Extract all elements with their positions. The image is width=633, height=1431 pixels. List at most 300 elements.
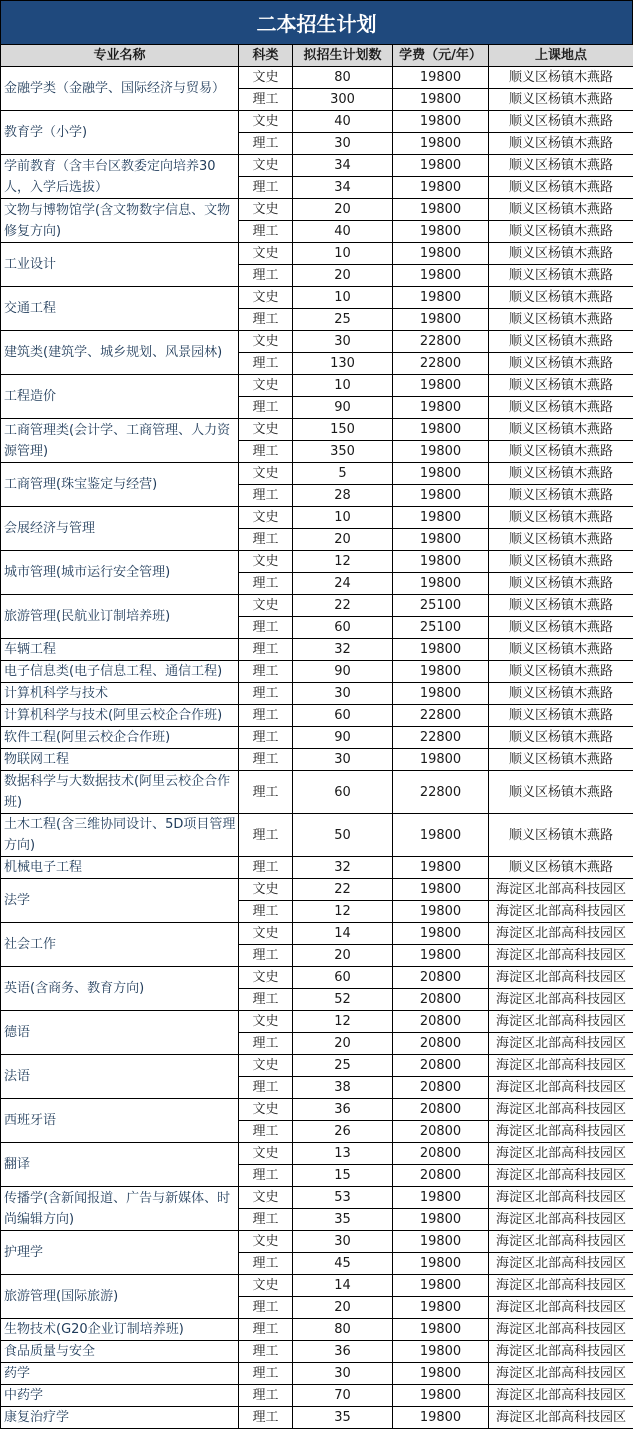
location-cell: 顺义区杨镇木燕路 xyxy=(489,397,633,419)
location-cell: 海淀区北部高科技园区 xyxy=(489,1187,633,1209)
planned-count-cell: 60 xyxy=(293,771,393,814)
table-row xyxy=(1,331,633,353)
category-cell: 文史 xyxy=(239,287,293,309)
location-cell: 顺义区杨镇木燕路 xyxy=(489,814,633,857)
table-row xyxy=(1,879,633,901)
location-cell: 海淀区北部高科技园区 xyxy=(489,1385,633,1407)
planned-count-cell: 32 xyxy=(293,857,393,879)
category-cell: 文史 xyxy=(239,243,293,265)
planned-count-cell: 80 xyxy=(293,67,393,89)
planned-count-cell: 20 xyxy=(293,529,393,551)
location-cell: 顺义区杨镇木燕路 xyxy=(489,507,633,529)
major-name: 城市管理(城市运行安全管理) xyxy=(1,551,239,595)
table-row xyxy=(1,507,633,529)
planned-count-cell: 30 xyxy=(293,133,393,155)
major-name: 数据科学与大数据技术(阿里云校企合作班) xyxy=(1,771,239,814)
category-cell: 理工 xyxy=(239,1407,293,1429)
table-row xyxy=(1,1011,633,1033)
planned-count-cell: 12 xyxy=(293,1011,393,1033)
category-cell: 文史 xyxy=(239,595,293,617)
location-cell: 顺义区杨镇木燕路 xyxy=(489,551,633,573)
location-cell: 海淀区北部高科技园区 xyxy=(489,1297,633,1319)
planned-count-cell: 10 xyxy=(293,507,393,529)
major-name: 工程造价 xyxy=(1,375,239,419)
table-row xyxy=(1,1231,633,1253)
tuition-cell: 19800 xyxy=(393,177,489,199)
major-name: 机械电子工程 xyxy=(1,857,239,879)
planned-count-cell: 30 xyxy=(293,683,393,705)
location-cell: 海淀区北部高科技园区 xyxy=(489,1231,633,1253)
location-cell: 顺义区杨镇木燕路 xyxy=(489,221,633,243)
header-major: 专业名称 xyxy=(1,45,239,67)
location-cell: 海淀区北部高科技园区 xyxy=(489,1077,633,1099)
header-category: 科类 xyxy=(239,45,293,67)
major-name: 工商管理(珠宝鉴定与经营) xyxy=(1,463,239,507)
tuition-cell: 19800 xyxy=(393,551,489,573)
table-row xyxy=(1,1275,633,1297)
major-name: 护理学 xyxy=(1,1231,239,1275)
planned-count-cell: 30 xyxy=(293,749,393,771)
planned-count-cell: 14 xyxy=(293,923,393,945)
planned-count-cell: 60 xyxy=(293,705,393,727)
category-cell: 理工 xyxy=(239,727,293,749)
planned-count-cell: 150 xyxy=(293,419,393,441)
tuition-cell: 19800 xyxy=(393,749,489,771)
location-cell: 顺义区杨镇木燕路 xyxy=(489,331,633,353)
category-cell: 理工 xyxy=(239,133,293,155)
category-cell: 理工 xyxy=(239,397,293,419)
planned-count-cell: 52 xyxy=(293,989,393,1011)
planned-count-cell: 25 xyxy=(293,309,393,331)
category-cell: 文史 xyxy=(239,967,293,989)
location-cell: 顺义区杨镇木燕路 xyxy=(489,287,633,309)
table-row xyxy=(1,814,633,857)
major-name: 计算机科学与技术 xyxy=(1,683,239,705)
tuition-cell: 19800 xyxy=(393,1209,489,1231)
category-cell: 理工 xyxy=(239,353,293,375)
location-cell: 顺义区杨镇木燕路 xyxy=(489,243,633,265)
planned-count-cell: 10 xyxy=(293,287,393,309)
tuition-cell: 20800 xyxy=(393,1077,489,1099)
table-row xyxy=(1,639,633,661)
major-name: 德语 xyxy=(1,1011,239,1055)
major-name: 旅游管理(民航业订制培养班) xyxy=(1,595,239,639)
category-cell: 文史 xyxy=(239,923,293,945)
tuition-cell: 19800 xyxy=(393,1297,489,1319)
major-name: 生物技术(G20企业订制培养班) xyxy=(1,1319,239,1341)
major-name: 建筑类(建筑学、城乡规划、风景园林) xyxy=(1,331,239,375)
category-cell: 理工 xyxy=(239,1077,293,1099)
table-row xyxy=(1,67,633,89)
location-cell: 顺义区杨镇木燕路 xyxy=(489,89,633,111)
category-cell: 理工 xyxy=(239,177,293,199)
planned-count-cell: 5 xyxy=(293,463,393,485)
category-cell: 理工 xyxy=(239,265,293,287)
planned-count-cell: 20 xyxy=(293,199,393,221)
location-cell: 顺义区杨镇木燕路 xyxy=(489,705,633,727)
tuition-cell: 19800 xyxy=(393,111,489,133)
table-header-row xyxy=(1,45,633,67)
category-cell: 理工 xyxy=(239,89,293,111)
tuition-cell: 19800 xyxy=(393,529,489,551)
location-cell: 顺义区杨镇木燕路 xyxy=(489,749,633,771)
location-cell: 顺义区杨镇木燕路 xyxy=(489,177,633,199)
planned-count-cell: 20 xyxy=(293,1033,393,1055)
header-tuition: 学费（元/年） xyxy=(393,45,489,67)
planned-count-cell: 90 xyxy=(293,661,393,683)
tuition-cell: 19800 xyxy=(393,683,489,705)
planned-count-cell: 30 xyxy=(293,1363,393,1385)
location-cell: 顺义区杨镇木燕路 xyxy=(489,133,633,155)
category-cell: 文史 xyxy=(239,67,293,89)
major-name: 食品质量与安全 xyxy=(1,1341,239,1363)
tuition-cell: 19800 xyxy=(393,1275,489,1297)
category-cell: 理工 xyxy=(239,989,293,1011)
planned-count-cell: 30 xyxy=(293,331,393,353)
major-name: 工商管理类(会计学、工商管理、人力资源管理) xyxy=(1,419,239,463)
planned-count-cell: 38 xyxy=(293,1077,393,1099)
location-cell: 顺义区杨镇木燕路 xyxy=(489,727,633,749)
planned-count-cell: 12 xyxy=(293,551,393,573)
category-cell: 理工 xyxy=(239,1297,293,1319)
tuition-cell: 20800 xyxy=(393,1143,489,1165)
table-row xyxy=(1,1319,633,1341)
planned-count-cell: 40 xyxy=(293,111,393,133)
category-cell: 理工 xyxy=(239,1121,293,1143)
location-cell: 海淀区北部高科技园区 xyxy=(489,1121,633,1143)
tuition-cell: 19800 xyxy=(393,661,489,683)
category-cell: 理工 xyxy=(239,705,293,727)
tuition-cell: 19800 xyxy=(393,243,489,265)
location-cell: 海淀区北部高科技园区 xyxy=(489,1055,633,1077)
planned-count-cell: 20 xyxy=(293,1297,393,1319)
planned-count-cell: 13 xyxy=(293,1143,393,1165)
tuition-cell: 19800 xyxy=(393,221,489,243)
planned-count-cell: 45 xyxy=(293,1253,393,1275)
tuition-cell: 19800 xyxy=(393,814,489,857)
location-cell: 海淀区北部高科技园区 xyxy=(489,1165,633,1187)
planned-count-cell: 20 xyxy=(293,265,393,287)
tuition-cell: 19800 xyxy=(393,287,489,309)
tuition-cell: 25100 xyxy=(393,595,489,617)
category-cell: 文史 xyxy=(239,375,293,397)
planned-count-cell: 28 xyxy=(293,485,393,507)
major-name: 社会工作 xyxy=(1,923,239,967)
tuition-cell: 19800 xyxy=(393,265,489,287)
planned-count-cell: 350 xyxy=(293,441,393,463)
location-cell: 海淀区北部高科技园区 xyxy=(489,1319,633,1341)
category-cell: 理工 xyxy=(239,661,293,683)
planned-count-cell: 36 xyxy=(293,1099,393,1121)
tuition-cell: 19800 xyxy=(393,397,489,419)
category-cell: 文史 xyxy=(239,1275,293,1297)
table-row xyxy=(1,111,633,133)
table-row xyxy=(1,661,633,683)
tuition-cell: 19800 xyxy=(393,901,489,923)
tuition-cell: 19800 xyxy=(393,419,489,441)
table-row xyxy=(1,923,633,945)
major-name: 交通工程 xyxy=(1,287,239,331)
tuition-cell: 20800 xyxy=(393,1165,489,1187)
table-row xyxy=(1,595,633,617)
tuition-cell: 19800 xyxy=(393,1253,489,1275)
tuition-cell: 19800 xyxy=(393,441,489,463)
major-name: 软件工程(阿里云校企合作班) xyxy=(1,727,239,749)
table-row xyxy=(1,287,633,309)
tuition-cell: 19800 xyxy=(393,485,489,507)
table-row xyxy=(1,1363,633,1385)
planned-count-cell: 20 xyxy=(293,945,393,967)
header-planned-count: 拟招生计划数 xyxy=(293,45,393,67)
planned-count-cell: 10 xyxy=(293,375,393,397)
tuition-cell: 20800 xyxy=(393,1055,489,1077)
location-cell: 海淀区北部高科技园区 xyxy=(489,945,633,967)
planned-count-cell: 60 xyxy=(293,617,393,639)
major-name: 传播学(含新闻报道、广告与新媒体、时尚编辑方向) xyxy=(1,1187,239,1231)
major-name: 文物与博物馆学(含文物数字信息、文物修复方向) xyxy=(1,199,239,243)
major-name: 法语 xyxy=(1,1055,239,1099)
tuition-cell: 19800 xyxy=(393,507,489,529)
category-cell: 理工 xyxy=(239,945,293,967)
tuition-cell: 19800 xyxy=(393,923,489,945)
table-row xyxy=(1,771,633,814)
location-cell: 顺义区杨镇木燕路 xyxy=(489,67,633,89)
category-cell: 理工 xyxy=(239,1209,293,1231)
tuition-cell: 22800 xyxy=(393,331,489,353)
category-cell: 理工 xyxy=(239,1319,293,1341)
planned-count-cell: 22 xyxy=(293,879,393,901)
location-cell: 顺义区杨镇木燕路 xyxy=(489,617,633,639)
table-row xyxy=(1,1055,633,1077)
tuition-cell: 22800 xyxy=(393,727,489,749)
tuition-cell: 19800 xyxy=(393,857,489,879)
category-cell: 文史 xyxy=(239,1099,293,1121)
planned-count-cell: 53 xyxy=(293,1187,393,1209)
planned-count-cell: 90 xyxy=(293,397,393,419)
planned-count-cell: 60 xyxy=(293,967,393,989)
planned-count-cell: 10 xyxy=(293,243,393,265)
major-name: 法学 xyxy=(1,879,239,923)
location-cell: 海淀区北部高科技园区 xyxy=(489,1099,633,1121)
major-name: 康复治疗学 xyxy=(1,1407,239,1429)
table-row xyxy=(1,857,633,879)
major-name: 物联网工程 xyxy=(1,749,239,771)
location-cell: 海淀区北部高科技园区 xyxy=(489,967,633,989)
tuition-cell: 25100 xyxy=(393,617,489,639)
major-name: 车辆工程 xyxy=(1,639,239,661)
planned-count-cell: 34 xyxy=(293,177,393,199)
planned-count-cell: 300 xyxy=(293,89,393,111)
location-cell: 海淀区北部高科技园区 xyxy=(489,1363,633,1385)
tuition-cell: 19800 xyxy=(393,133,489,155)
category-cell: 理工 xyxy=(239,529,293,551)
category-cell: 文史 xyxy=(239,1011,293,1033)
category-cell: 文史 xyxy=(239,463,293,485)
location-cell: 顺义区杨镇木燕路 xyxy=(489,857,633,879)
planned-count-cell: 35 xyxy=(293,1407,393,1429)
table-row xyxy=(1,1407,633,1429)
tuition-cell: 19800 xyxy=(393,573,489,595)
table-row xyxy=(1,199,633,221)
enrollment-table xyxy=(0,44,633,1429)
category-cell: 理工 xyxy=(239,1165,293,1187)
location-cell: 顺义区杨镇木燕路 xyxy=(489,771,633,814)
planned-count-cell: 25 xyxy=(293,1055,393,1077)
planned-count-cell: 14 xyxy=(293,1275,393,1297)
planned-count-cell: 15 xyxy=(293,1165,393,1187)
planned-count-cell: 32 xyxy=(293,639,393,661)
category-cell: 理工 xyxy=(239,617,293,639)
category-cell: 理工 xyxy=(239,1341,293,1363)
table-body xyxy=(1,67,633,1429)
major-name: 西班牙语 xyxy=(1,1099,239,1143)
planned-count-cell: 80 xyxy=(293,1319,393,1341)
location-cell: 顺义区杨镇木燕路 xyxy=(489,683,633,705)
tuition-cell: 19800 xyxy=(393,1319,489,1341)
category-cell: 理工 xyxy=(239,1033,293,1055)
table-row xyxy=(1,463,633,485)
tuition-cell: 20800 xyxy=(393,1033,489,1055)
major-name: 旅游管理(国际旅游) xyxy=(1,1275,239,1319)
category-cell: 理工 xyxy=(239,1385,293,1407)
location-cell: 海淀区北部高科技园区 xyxy=(489,1209,633,1231)
tuition-cell: 19800 xyxy=(393,1187,489,1209)
category-cell: 理工 xyxy=(239,639,293,661)
tuition-cell: 19800 xyxy=(393,1231,489,1253)
planned-count-cell: 70 xyxy=(293,1385,393,1407)
planned-count-cell: 12 xyxy=(293,901,393,923)
category-cell: 理工 xyxy=(239,683,293,705)
major-name: 教育学（小学) xyxy=(1,111,239,155)
location-cell: 海淀区北部高科技园区 xyxy=(489,989,633,1011)
category-cell: 文史 xyxy=(239,1143,293,1165)
category-cell: 理工 xyxy=(239,901,293,923)
tuition-cell: 20800 xyxy=(393,1099,489,1121)
table-row xyxy=(1,1341,633,1363)
location-cell: 顺义区杨镇木燕路 xyxy=(489,529,633,551)
category-cell: 理工 xyxy=(239,485,293,507)
major-name: 计算机科学与技术(阿里云校企合作班) xyxy=(1,705,239,727)
tuition-cell: 19800 xyxy=(393,639,489,661)
planned-count-cell: 24 xyxy=(293,573,393,595)
category-cell: 理工 xyxy=(239,814,293,857)
major-name: 电子信息类(电子信息工程、通信工程) xyxy=(1,661,239,683)
category-cell: 文史 xyxy=(239,551,293,573)
table-row xyxy=(1,967,633,989)
category-cell: 文史 xyxy=(239,419,293,441)
table-row xyxy=(1,1143,633,1165)
location-cell: 顺义区杨镇木燕路 xyxy=(489,375,633,397)
table-row xyxy=(1,1187,633,1209)
category-cell: 理工 xyxy=(239,749,293,771)
location-cell: 海淀区北部高科技园区 xyxy=(489,1407,633,1429)
major-name: 土木工程(含三维协同设计、5D项目管理方向) xyxy=(1,814,239,857)
category-cell: 理工 xyxy=(239,441,293,463)
tuition-cell: 20800 xyxy=(393,1011,489,1033)
location-cell: 顺义区杨镇木燕路 xyxy=(489,595,633,617)
location-cell: 顺义区杨镇木燕路 xyxy=(489,199,633,221)
location-cell: 海淀区北部高科技园区 xyxy=(489,1011,633,1033)
major-name: 中药学 xyxy=(1,1385,239,1407)
tuition-cell: 19800 xyxy=(393,375,489,397)
location-cell: 海淀区北部高科技园区 xyxy=(489,923,633,945)
table-row xyxy=(1,155,633,177)
tuition-cell: 19800 xyxy=(393,1363,489,1385)
tuition-cell: 19800 xyxy=(393,1407,489,1429)
location-cell: 海淀区北部高科技园区 xyxy=(489,1253,633,1275)
table-row xyxy=(1,727,633,749)
tuition-cell: 19800 xyxy=(393,199,489,221)
header-location: 上课地点 xyxy=(489,45,633,67)
table-row xyxy=(1,683,633,705)
major-name: 会展经济与管理 xyxy=(1,507,239,551)
location-cell: 顺义区杨镇木燕路 xyxy=(489,309,633,331)
tuition-cell: 19800 xyxy=(393,309,489,331)
planned-count-cell: 40 xyxy=(293,221,393,243)
major-name: 工业设计 xyxy=(1,243,239,287)
tuition-cell: 19800 xyxy=(393,155,489,177)
category-cell: 文史 xyxy=(239,1055,293,1077)
table-row xyxy=(1,1099,633,1121)
table-row xyxy=(1,243,633,265)
category-cell: 文史 xyxy=(239,155,293,177)
category-cell: 理工 xyxy=(239,309,293,331)
location-cell: 顺义区杨镇木燕路 xyxy=(489,639,633,661)
category-cell: 理工 xyxy=(239,221,293,243)
tuition-cell: 22800 xyxy=(393,353,489,375)
major-name: 金融学类（金融学、国际经济与贸易） xyxy=(1,67,239,111)
table-row xyxy=(1,375,633,397)
planned-count-cell: 26 xyxy=(293,1121,393,1143)
table-row xyxy=(1,419,633,441)
category-cell: 文史 xyxy=(239,331,293,353)
tuition-cell: 20800 xyxy=(393,1121,489,1143)
tuition-cell: 19800 xyxy=(393,945,489,967)
planned-count-cell: 35 xyxy=(293,1209,393,1231)
planned-count-cell: 90 xyxy=(293,727,393,749)
location-cell: 海淀区北部高科技园区 xyxy=(489,879,633,901)
planned-count-cell: 34 xyxy=(293,155,393,177)
category-cell: 理工 xyxy=(239,1363,293,1385)
category-cell: 理工 xyxy=(239,771,293,814)
major-name: 学前教育（含丰台区教委定向培养30人，入学后选拔） xyxy=(1,155,239,199)
table-row xyxy=(1,551,633,573)
tuition-cell: 19800 xyxy=(393,1385,489,1407)
location-cell: 海淀区北部高科技园区 xyxy=(489,1033,633,1055)
category-cell: 理工 xyxy=(239,1253,293,1275)
category-cell: 文史 xyxy=(239,199,293,221)
tuition-cell: 19800 xyxy=(393,879,489,901)
location-cell: 顺义区杨镇木燕路 xyxy=(489,111,633,133)
location-cell: 顺义区杨镇木燕路 xyxy=(489,661,633,683)
planned-count-cell: 30 xyxy=(293,1231,393,1253)
location-cell: 顺义区杨镇木燕路 xyxy=(489,155,633,177)
tuition-cell: 20800 xyxy=(393,967,489,989)
location-cell: 海淀区北部高科技园区 xyxy=(489,901,633,923)
location-cell: 顺义区杨镇木燕路 xyxy=(489,441,633,463)
major-name: 翻译 xyxy=(1,1143,239,1187)
tuition-cell: 19800 xyxy=(393,1341,489,1363)
tuition-cell: 22800 xyxy=(393,771,489,814)
planned-count-cell: 50 xyxy=(293,814,393,857)
table-row xyxy=(1,705,633,727)
location-cell: 顺义区杨镇木燕路 xyxy=(489,353,633,375)
category-cell: 文史 xyxy=(239,111,293,133)
location-cell: 海淀区北部高科技园区 xyxy=(489,1143,633,1165)
location-cell: 顺义区杨镇木燕路 xyxy=(489,265,633,287)
table-row xyxy=(1,1385,633,1407)
category-cell: 文史 xyxy=(239,1231,293,1253)
